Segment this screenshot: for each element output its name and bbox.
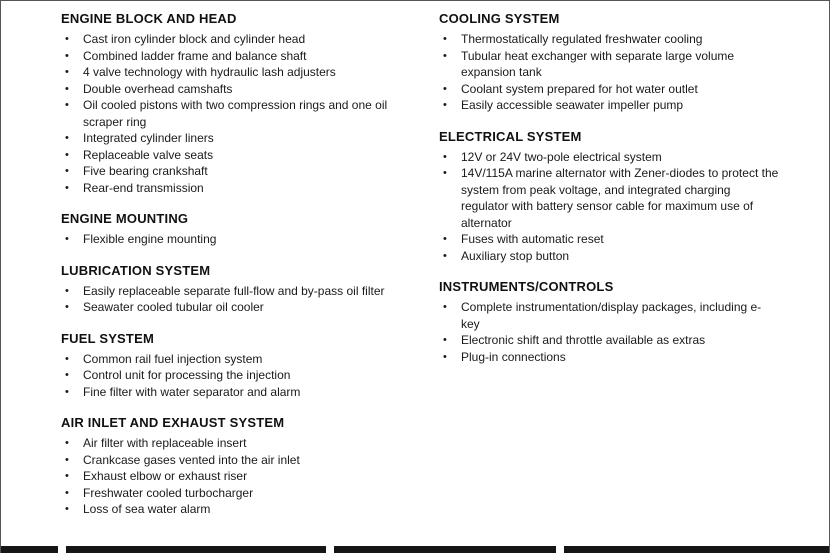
bullet-text: Oil cooled pistons with two compression rings and one oil scraper ring	[83, 98, 388, 129]
bullet-item	[439, 81, 779, 98]
bullet-item	[61, 180, 396, 197]
footer-edge-segment	[334, 546, 556, 553]
bullet-item	[439, 97, 779, 114]
bullet-icon: •	[65, 99, 69, 111]
bullet-item	[439, 332, 779, 349]
bullet-text: Five bearing crankshaft	[83, 164, 208, 178]
bullet-text: Loss of sea water alarm	[83, 502, 211, 516]
bullet-item	[61, 351, 396, 368]
bullet-icon: •	[65, 486, 69, 499]
spec-section	[439, 11, 779, 114]
bullet-icon: •	[65, 369, 69, 381]
section-title: AIR INLET AND EXHAUST SYSTEM	[61, 415, 285, 430]
bullet-text: Combined ladder frame and balance shaft	[83, 48, 307, 63]
bullet-text: 12V or 24V two-pole electrical system	[461, 149, 662, 164]
bullet-item	[61, 501, 396, 518]
bullet-icon: •	[443, 249, 447, 262]
spec-section	[439, 129, 779, 265]
bullet-icon: •	[443, 167, 447, 179]
spec-section	[61, 263, 396, 316]
bullet-icon: •	[443, 33, 447, 45]
bullet-item	[439, 31, 779, 48]
bullet-text: Flexible engine mounting	[83, 232, 217, 246]
spec-section	[439, 279, 779, 365]
bullet-text: Rear-end transmission	[83, 180, 204, 195]
bullet-item	[61, 299, 396, 316]
bullet-item	[61, 48, 396, 65]
spec-section	[61, 211, 396, 248]
bullet-text: Easily accessible seawater impeller pump	[461, 98, 684, 112]
bullet-icon: •	[443, 150, 447, 163]
bullet-text: Coolant system prepared for hot water outlet	[461, 81, 698, 96]
spec-column-left	[61, 11, 396, 533]
bullet-icon: •	[65, 66, 69, 78]
bullet-icon: •	[65, 82, 69, 95]
bullet-icon: •	[65, 33, 69, 45]
bullet-text: Exhaust elbow or exhaust riser	[83, 469, 248, 483]
bullet-icon: •	[65, 453, 69, 466]
bullet-text: Cast iron cylinder block and cylinder head	[83, 32, 306, 46]
bullet-item	[61, 435, 396, 452]
bullet-icon: •	[65, 352, 69, 365]
bullet-text: Double overhead camshafts	[83, 81, 233, 96]
bullet-text: Freshwater cooled turbocharger	[83, 485, 254, 500]
bullet-icon: •	[443, 49, 447, 62]
bullet-text: Electronic shift and throttle available as extras	[461, 333, 706, 347]
bullet-item	[61, 81, 396, 98]
bullet-icon: •	[443, 82, 447, 95]
spec-section	[61, 331, 396, 401]
section-title: FUEL SYSTEM	[61, 330, 154, 346]
bullet-icon: •	[65, 233, 69, 245]
bullet-item	[439, 349, 779, 366]
bullet-icon: •	[65, 301, 69, 313]
bullet-icon: •	[65, 284, 69, 297]
bullet-item	[61, 97, 396, 130]
bullet-icon: •	[65, 470, 69, 482]
section-title: ENGINE MOUNTING	[61, 211, 189, 226]
bullet-icon: •	[65, 49, 69, 62]
bullet-icon: •	[65, 181, 69, 194]
section-title: ELECTRICAL SYSTEM	[439, 128, 582, 144]
bullet-item	[61, 384, 396, 401]
bullet-text: Control unit for processing the injection	[83, 368, 291, 382]
bullet-icon: •	[443, 233, 447, 245]
bullet-item	[61, 468, 396, 485]
bullet-icon: •	[65, 132, 69, 144]
bullet-item	[61, 231, 396, 248]
spec-section	[61, 415, 396, 518]
bullet-text: Crankcase gases vented into the air inlet	[83, 452, 300, 467]
bullet-item	[61, 130, 396, 147]
bullet-item	[61, 283, 396, 300]
bullet-item	[439, 299, 779, 332]
bullet-text: Plug-in connections	[461, 349, 566, 364]
section-title: LUBRICATION SYSTEM	[61, 262, 211, 278]
bullet-text: Complete instrumentation/display packages, including e-key	[461, 300, 762, 331]
bullet-item	[439, 165, 779, 231]
bullet-item	[61, 485, 396, 502]
bullet-item	[61, 163, 396, 180]
section-title: COOLING SYSTEM	[439, 11, 560, 26]
bullet-item	[61, 367, 396, 384]
bullet-text: Easily replaceable separate full-flow and by-pass oil filter	[83, 283, 385, 298]
bullet-icon: •	[65, 437, 69, 449]
spec-section	[61, 11, 396, 196]
bullet-item	[439, 149, 779, 166]
section-title: INSTRUMENTS/CONTROLS	[439, 279, 614, 294]
bullet-text: 4 valve technology with hydraulic lash adjusters	[83, 65, 336, 79]
bullet-text: 14V/115A marine alternator with Zener-diodes to protect the system from peak voltage, and integrated charging regulator with battery sensor cable for maximum use of alternator	[461, 166, 779, 230]
bullet-item	[439, 248, 779, 265]
bullet-text: Fuses with automatic reset	[461, 232, 604, 246]
bullet-text: Auxiliary stop button	[461, 248, 570, 263]
bullet-item	[61, 147, 396, 164]
footer-edge-segment	[66, 546, 326, 553]
section-title: ENGINE BLOCK AND HEAD	[61, 11, 237, 26]
footer-edge-segment	[564, 546, 830, 553]
bullet-item	[61, 64, 396, 81]
bullet-icon: •	[65, 148, 69, 161]
bullet-item	[439, 48, 779, 81]
bullet-text: Thermostatically regulated freshwater cooling	[461, 32, 703, 46]
bullet-text: Air filter with replaceable insert	[83, 436, 247, 450]
bullet-text: Common rail fuel injection system	[83, 351, 263, 366]
footer-edge-segment	[1, 546, 58, 553]
bullet-text: Integrated cylinder liners	[83, 131, 214, 145]
bullet-item	[61, 31, 396, 48]
footer-edge-strip	[1, 546, 829, 553]
bullet-icon: •	[65, 503, 69, 515]
bullet-item	[439, 231, 779, 248]
bullet-item	[61, 452, 396, 469]
bullet-text: Seawater cooled tubular oil cooler	[83, 300, 264, 314]
bullet-icon: •	[443, 99, 447, 111]
bullet-icon: •	[65, 165, 69, 177]
bullet-text: Replaceable valve seats	[83, 147, 214, 162]
spec-column-right	[439, 11, 779, 380]
bullet-icon: •	[443, 350, 447, 363]
bullet-icon: •	[65, 385, 69, 398]
bullet-icon: •	[443, 334, 447, 346]
bullet-text: Fine filter with water separator and alarm	[83, 384, 301, 399]
bullet-icon: •	[443, 301, 447, 313]
bullet-text: Tubular heat exchanger with separate large volume expansion tank	[461, 48, 735, 79]
